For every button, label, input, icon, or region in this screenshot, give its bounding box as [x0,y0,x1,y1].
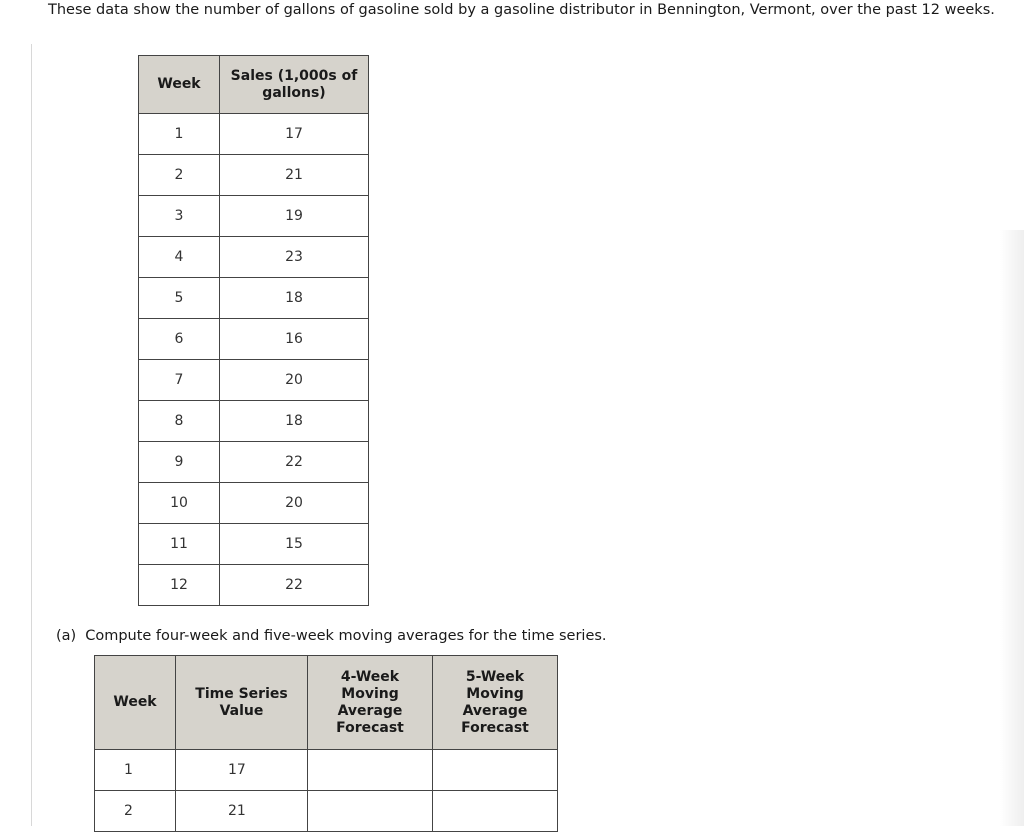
problem-intro-text: These data show the number of gallons of gasoline sold by a gasoline distributor in Bennington, Vermont, over the past 12 weeks. [48,2,995,18]
ma-table-header-row [95,656,558,750]
ma-header-time-series-value: Time Series Value [176,656,308,750]
part-a-text: Compute four-week and five-week moving averages for the time series. [85,628,607,644]
sales-week-cell: 11 [139,524,220,565]
sales-week-cell: 7 [139,360,220,401]
table-row [95,750,558,791]
sales-value-cell: 23 [220,237,369,278]
table-row [139,442,369,483]
sales-week-cell: 10 [139,483,220,524]
sales-week-cell: 8 [139,401,220,442]
sales-value-cell: 17 [220,114,369,155]
table-row [139,114,369,155]
part-a-label: (a) [56,628,77,644]
table-row [139,401,369,442]
sales-week-cell: 5 [139,278,220,319]
table-row [139,565,369,606]
ma-week-cell: 1 [95,750,176,791]
left-divider [31,44,32,826]
table-row [139,483,369,524]
sales-header-week: Week [139,56,220,114]
moving-average-table [94,655,558,832]
sales-week-cell: 2 [139,155,220,196]
sales-week-cell: 9 [139,442,220,483]
ma-header-week: Week [95,656,176,750]
sales-value-cell: 21 [220,155,369,196]
sales-week-cell: 4 [139,237,220,278]
sales-value-cell: 22 [220,442,369,483]
sales-value-cell: 20 [220,360,369,401]
ma-header-5-week-forecast: 5-Week Moving Average Forecast [433,656,558,750]
table-row [139,237,369,278]
table-row [95,791,558,832]
sales-value-cell: 16 [220,319,369,360]
sales-value-cell: 15 [220,524,369,565]
table-row [139,278,369,319]
sales-week-cell: 6 [139,319,220,360]
ma5-forecast-cell [433,791,558,832]
ma4-forecast-cell [308,750,433,791]
ma-value-cell: 17 [176,750,308,791]
sales-week-cell: 1 [139,114,220,155]
table-row [139,524,369,565]
table-row [139,155,369,196]
gasoline-sales-table [138,55,369,606]
sales-value-cell: 22 [220,565,369,606]
sales-value-cell: 18 [220,401,369,442]
sales-week-cell: 12 [139,565,220,606]
part-a-prompt [56,626,607,646]
sales-value-cell: 19 [220,196,369,237]
page-edge-shadow [1000,230,1024,826]
sales-value-cell: 18 [220,278,369,319]
ma-header-4-week-forecast: 4-Week Moving Average Forecast [308,656,433,750]
sales-value-cell: 20 [220,483,369,524]
ma4-forecast-cell [308,791,433,832]
sales-header-sales: Sales (1,000s of gallons) [220,56,369,114]
ma-week-cell: 2 [95,791,176,832]
table-row [139,319,369,360]
sales-table-header-row [139,56,369,114]
sales-week-cell: 3 [139,196,220,237]
ma5-forecast-cell [433,750,558,791]
ma-value-cell: 21 [176,791,308,832]
table-row [139,196,369,237]
table-row [139,360,369,401]
